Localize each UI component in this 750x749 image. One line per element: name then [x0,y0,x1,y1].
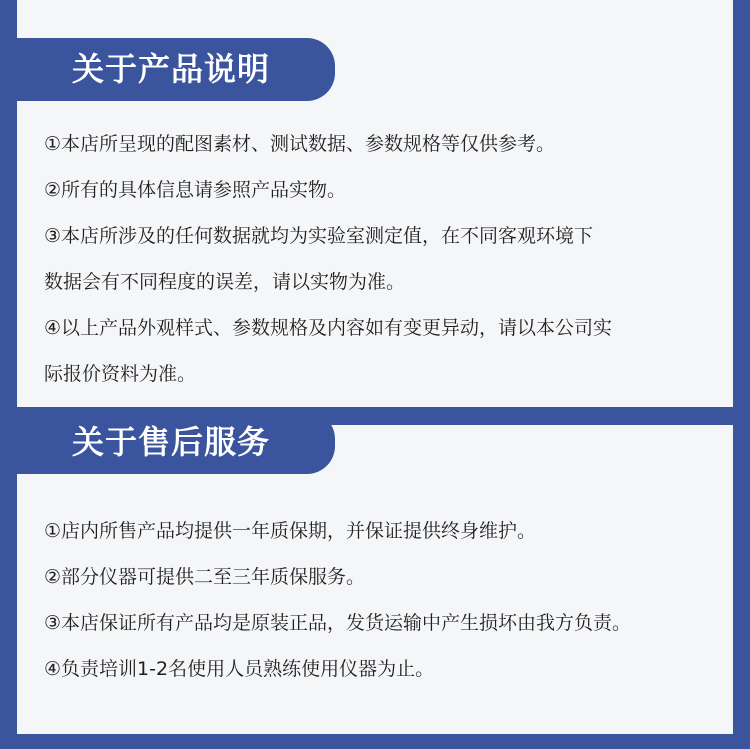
list-item: ①店内所售产品均提供一年质保期，并保证提供终身维护。 [44,520,537,542]
list-item: ②部分仪器可提供二至三年质保服务。 [44,566,366,588]
list-item: ③本店所涉及的任何数据就均为实验室测定值，在不同客观环境下 [44,225,594,247]
list-item: ②所有的具体信息请参照产品实物。 [44,179,347,201]
list-item: ①本店所呈现的配图素材、测试数据、参数规格等仅供参考。 [44,133,556,155]
list-item: ③本店保证所有产品均是原装正品，发货运输中产生损坏由我方负责。 [44,612,632,634]
list-item: ④以上产品外观样式、参数规格及内容如有变更异动，请以本公司实 [44,317,613,339]
after-sales-heading: 关于售后服务 [17,411,335,474]
product-info-list [44,121,612,397]
list-item: 数据会有不同程度的误差，请以实物为准。 [44,271,406,293]
list-item: ④负责培训1-2名使用人员熟练使用仪器为止。 [44,658,435,680]
after-sales-list [44,508,631,692]
product-info-heading: 关于产品说明 [17,38,335,101]
list-item: 际报价资料为准。 [44,363,197,385]
